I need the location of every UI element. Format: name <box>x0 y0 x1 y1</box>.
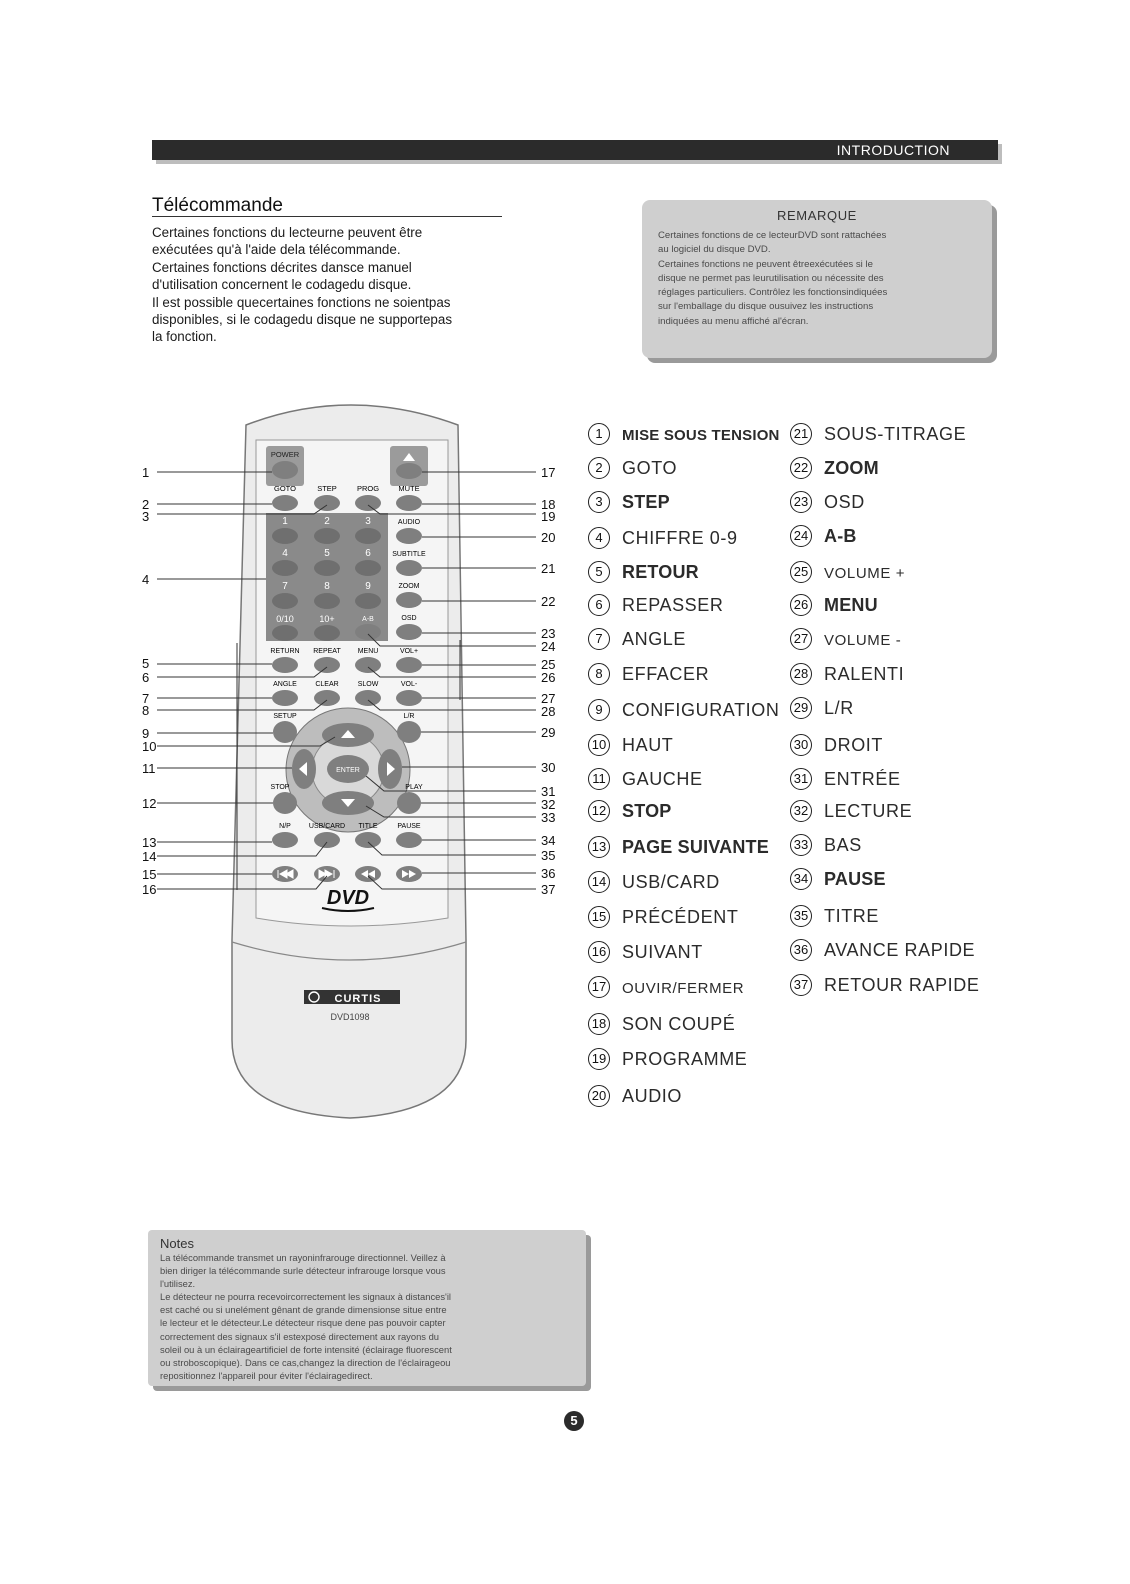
section-header-label: INTRODUCTION <box>836 142 950 158</box>
key-8-label: 8 <box>324 581 330 592</box>
remark-line: sur l'emballage du disque ousuivez les instructions <box>658 301 874 313</box>
legend-label: LECTURE <box>824 801 913 821</box>
legend-label: CHIFFRE 0-9 <box>622 528 738 548</box>
legend-label: PRÉCÉDENT <box>622 907 739 927</box>
legend-number: 7 <box>588 628 610 650</box>
notes-title: Notes <box>160 1236 194 1251</box>
callout-number: 19 <box>541 509 556 524</box>
key-4-button[interactable] <box>272 560 298 576</box>
callout-number: 33 <box>541 810 556 825</box>
legend-label: VOLUME - <box>824 632 902 649</box>
callout-number: 5 <box>142 656 150 671</box>
repeat-button[interactable] <box>314 657 340 673</box>
remark-line: Certaines fonctions de ce lecteurDVD sont rattachées <box>658 230 887 241</box>
callout-number: 8 <box>142 703 150 718</box>
callout-number: 10 <box>142 739 157 754</box>
callout-number: 36 <box>541 866 556 881</box>
legend-number: 33 <box>790 834 812 856</box>
return-button-label: RETURN <box>270 648 300 655</box>
key-6-button[interactable] <box>355 560 381 576</box>
title-button[interactable] <box>355 832 381 848</box>
right-callout-numbers <box>541 465 555 897</box>
legend-number: 22 <box>790 457 812 479</box>
legend-label: STOP <box>622 801 672 821</box>
legend-number: 4 <box>588 527 610 549</box>
legend-number: 5 <box>588 561 610 583</box>
setup-button[interactable] <box>273 721 297 743</box>
remark-line: disque ne permet pas leurutilisation ou nécessite des <box>658 272 884 284</box>
play-button-label: PLAY <box>405 784 423 791</box>
callout-number: 31 <box>541 784 556 799</box>
page-number: 5 <box>564 1411 584 1431</box>
key-10plus-label: 10+ <box>319 614 335 624</box>
brand-logo: CURTIS <box>334 993 382 1005</box>
legend-number: 36 <box>790 939 812 961</box>
prog-button-label: PROG <box>356 484 380 493</box>
callout-number: 23 <box>541 626 556 641</box>
vol-down-button-label: VOL- <box>400 681 418 688</box>
legend-label: OSD <box>824 492 865 512</box>
callout-number: 37 <box>541 882 556 897</box>
callout-number: 9 <box>142 726 150 741</box>
power-button-label: POWER <box>270 450 300 459</box>
key-9-label: 9 <box>365 581 371 592</box>
return-button[interactable] <box>272 657 298 673</box>
legend-number: 9 <box>588 699 610 721</box>
menu-button-label: MENU <box>357 648 379 655</box>
key-6-label: 6 <box>365 548 371 559</box>
clear-button[interactable] <box>314 690 340 706</box>
key-4-label: 4 <box>282 548 288 559</box>
audio-button[interactable] <box>396 528 422 544</box>
notes-line: est caché ou si unelément gênant de grande dimensionse situe entre <box>160 1304 447 1316</box>
legend-label: RETOUR RAPIDE <box>824 975 980 995</box>
key-1-button[interactable] <box>272 528 298 544</box>
remark-line: réglages particuliers. Contrôlez les fonctionsindiquées <box>658 287 888 299</box>
legend-number: 31 <box>790 768 812 790</box>
legend-number: 25 <box>790 561 812 583</box>
legend-number: 17 <box>588 976 610 998</box>
intro-line: disponibles, si le codagedu disque ne supportepas <box>152 312 453 328</box>
callout-number: 34 <box>541 833 556 848</box>
legend-label: A-B <box>824 526 857 546</box>
legend-number: 8 <box>588 663 610 685</box>
key-7-label: 7 <box>282 581 288 592</box>
title-button-label: TITLE <box>358 823 378 830</box>
enter-button-label: ENTER <box>336 767 360 774</box>
ab-button-label: A-B <box>362 616 374 623</box>
menu-button[interactable] <box>355 657 381 673</box>
legend-number: 6 <box>588 594 610 616</box>
legend-number: 15 <box>588 906 610 928</box>
subtitle-button-label: SUBTITLE <box>392 551 426 558</box>
legend-number: 26 <box>790 594 812 616</box>
notes-box <box>148 1230 586 1386</box>
legend-label: BAS <box>824 835 862 855</box>
legend-label: SOUS-TITRAGE <box>824 424 967 444</box>
legend-number: 10 <box>588 734 610 756</box>
goto-button[interactable] <box>272 495 298 511</box>
stop-button-label: STOP <box>270 784 290 791</box>
legend-label: USB/CARD <box>622 872 720 892</box>
key-0-button[interactable] <box>272 625 298 641</box>
remark-line: au logiciel du disque DVD. <box>658 244 771 256</box>
legend-label: ENTRÉE <box>824 769 901 789</box>
legend-number: 29 <box>790 697 812 719</box>
legend-label: HAUT <box>622 735 674 755</box>
callout-number: 12 <box>142 796 157 811</box>
legend-label: ANGLE <box>622 629 687 649</box>
goto-button-label: GOTO <box>274 484 296 493</box>
callout-number: 14 <box>142 849 157 864</box>
callout-number: 20 <box>541 530 556 545</box>
legend-label: MISE SOUS TENSION <box>622 427 780 444</box>
legend-number: 19 <box>588 1048 610 1070</box>
vol-up-button-label: VOL+ <box>399 648 419 655</box>
callout-number: 4 <box>142 572 150 587</box>
osd-button[interactable] <box>396 624 422 640</box>
legend-label: RETOUR <box>622 562 699 582</box>
mute-button-label: MUTE <box>398 484 420 493</box>
notes-line: l'utilisez. <box>160 1278 196 1290</box>
stop-button[interactable] <box>273 792 297 814</box>
np-button-label: N/P <box>279 823 291 830</box>
legend-label: OUVIR/FERMER <box>622 980 745 997</box>
key-0-label: 0/10 <box>276 614 294 624</box>
key-8-button[interactable] <box>314 593 340 609</box>
callout-number: 21 <box>541 561 556 576</box>
callout-number: 26 <box>541 670 556 685</box>
lr-button-label: L/R <box>403 713 415 720</box>
key-10plus-button[interactable] <box>314 625 340 641</box>
intro-line: Il est possible quecertaines fonctions ne soientpas <box>152 294 451 310</box>
legend-label: RALENTI <box>824 664 905 684</box>
legend-label: REPASSER <box>622 595 724 615</box>
model-number: DVD1098 <box>330 1012 370 1022</box>
callout-number: 27 <box>541 691 556 706</box>
angle-button[interactable] <box>272 690 298 706</box>
legend-number: 3 <box>588 491 610 513</box>
legend-label: PAUSE <box>824 869 886 889</box>
callout-number: 15 <box>142 867 157 882</box>
callout-number: 32 <box>541 797 556 812</box>
usb-card-button-label: USB/CARD <box>308 823 346 830</box>
notes-line: Le détecteur ne pourra recevoircorrectement les signaux à distances'il <box>160 1291 452 1303</box>
key-5-label: 5 <box>324 548 330 559</box>
lr-button[interactable] <box>397 721 421 743</box>
clear-button-label: CLEAR <box>315 681 339 688</box>
remote-control-diagram <box>0 0 600 1140</box>
zoom-button-label: ZOOM <box>398 583 420 590</box>
intro-line: exécutées qu'à l'aide dela télécommande. <box>152 242 401 258</box>
notes-line: bien diriger la télécommande surle détecteur infrarouge lorsque vous <box>160 1265 446 1277</box>
pause-button-label: PAUSE <box>397 823 421 830</box>
key-5-button[interactable] <box>314 560 340 576</box>
key-1-label: 1 <box>282 516 288 527</box>
notes-line: repositionnez l'appareil pour éviter l'éclairagedirect. <box>160 1369 373 1381</box>
notes-line: soleil ou à un éclairageartificiel de forte intensité (éclairage fluorescent <box>160 1343 452 1355</box>
legend-label: L/R <box>824 698 854 718</box>
angle-button-label: ANGLE <box>273 681 297 688</box>
legend-number: 28 <box>790 663 812 685</box>
zoom-button[interactable] <box>396 592 422 608</box>
legend-number: 21 <box>790 423 812 445</box>
legend-label: SUIVANT <box>622 942 703 962</box>
legend-number: 2 <box>588 457 610 479</box>
remark-title: REMARQUE <box>777 208 857 223</box>
eject-button[interactable] <box>396 463 422 479</box>
callout-number: 16 <box>142 882 157 897</box>
callout-number: 25 <box>541 657 556 672</box>
legend-label: AVANCE RAPIDE <box>824 940 976 960</box>
callout-number: 1 <box>142 465 150 480</box>
np-button[interactable] <box>272 832 298 848</box>
remark-text <box>658 229 980 329</box>
notes-line: correctement des signaux s'il estexposé directement aux rayons du <box>160 1330 440 1342</box>
legend-number: 20 <box>588 1085 610 1107</box>
callout-number: 13 <box>142 835 157 850</box>
legend-label: GAUCHE <box>622 769 703 789</box>
power-button[interactable] <box>272 461 298 479</box>
repeat-button-label: REPEAT <box>313 648 341 655</box>
legend-number: 34 <box>790 868 812 890</box>
legend-label: PROGRAMME <box>622 1049 748 1069</box>
legend-label: GOTO <box>622 458 678 478</box>
vol-down-button[interactable] <box>396 690 422 706</box>
subtitle-button[interactable] <box>396 560 422 576</box>
callout-number: 3 <box>142 509 150 524</box>
legend-label: AUDIO <box>622 1086 683 1106</box>
legend-label: PAGE SUIVANTE <box>622 837 769 857</box>
callout-number: 24 <box>541 639 556 654</box>
intro-line: d'utilisation concernent le codagedu disque. <box>152 277 412 293</box>
legend-label: SON COUPÉ <box>622 1014 736 1034</box>
section-title: Télécommande <box>152 195 283 216</box>
key-3-button[interactable] <box>355 528 381 544</box>
key-9-button[interactable] <box>355 593 381 609</box>
legend-number: 1 <box>588 423 610 445</box>
audio-button-label: AUDIO <box>397 519 421 526</box>
slow-button-label: SLOW <box>357 681 379 688</box>
intro-line: Certaines fonctions du lecteurne peuvent être <box>152 225 423 240</box>
legend-number: 16 <box>588 941 610 963</box>
legend-number: 27 <box>790 628 812 650</box>
ab-button[interactable] <box>355 624 381 640</box>
legend-number: 12 <box>588 800 610 822</box>
legend-label: VOLUME + <box>824 565 906 582</box>
key-7-button[interactable] <box>272 593 298 609</box>
legend-label: STEP <box>622 492 670 512</box>
step-button-label: STEP <box>317 484 337 493</box>
legend-number: 24 <box>790 525 812 547</box>
callout-number: 2 <box>142 497 150 512</box>
callout-number: 29 <box>541 725 556 740</box>
callout-number: 17 <box>541 465 556 480</box>
remark-line: Certaines fonctions ne peuvent êtreexécutées si le <box>658 258 873 270</box>
legend-number: 30 <box>790 734 812 756</box>
legend-number: 32 <box>790 800 812 822</box>
callout-number: 11 <box>142 761 156 776</box>
dvd-logo: DVD <box>326 887 370 909</box>
setup-button-label: SETUP <box>273 713 297 720</box>
remark-line: indiquées au menu affiché al'écran. <box>658 315 809 327</box>
legend-label: ZOOM <box>824 458 879 478</box>
legend-number: 13 <box>588 836 610 858</box>
notes-line: La télécommande transmet un rayoninfrarouge directionnel. Veillez à <box>160 1252 446 1263</box>
osd-button-label: OSD <box>401 615 417 622</box>
legend-label: TITRE <box>824 906 879 926</box>
legend-number: 14 <box>588 871 610 893</box>
remark-box <box>642 200 992 358</box>
key-2-button[interactable] <box>314 528 340 544</box>
legend-label: MENU <box>824 595 878 615</box>
pause-button[interactable] <box>396 832 422 848</box>
key-3-label: 3 <box>365 516 371 527</box>
notes-line: le lecteur et le détecteur.Le détecteur risque dene pas pouvoir capter <box>160 1317 446 1329</box>
callout-number: 30 <box>541 760 556 775</box>
notes-line: ou stroboscopique). Dans ce cas,changez la direction de l'éclairageou <box>160 1356 451 1368</box>
intro-line: Certaines fonctions décrites dansce manuel <box>152 259 412 275</box>
legend-number: 11 <box>588 768 610 790</box>
legend-number: 23 <box>790 491 812 513</box>
notes-text <box>160 1251 578 1382</box>
left-callout-numbers <box>142 465 156 897</box>
usb-card-button[interactable] <box>314 832 340 848</box>
callout-number: 28 <box>541 704 556 719</box>
callout-number: 6 <box>142 670 150 685</box>
legend-label: CONFIGURATION <box>622 700 780 720</box>
legend-number: 18 <box>588 1013 610 1035</box>
callout-number: 35 <box>541 848 556 863</box>
callout-number: 22 <box>541 594 556 609</box>
play-button[interactable] <box>397 792 421 814</box>
vol-up-button[interactable] <box>396 657 422 673</box>
key-2-label: 2 <box>324 516 330 527</box>
legend-number: 37 <box>790 974 812 996</box>
prog-button[interactable] <box>355 495 381 511</box>
mute-button[interactable] <box>396 495 422 511</box>
intro-line: la fonction. <box>152 329 217 345</box>
callout-number: 7 <box>142 691 150 706</box>
legend-number: 35 <box>790 905 812 927</box>
step-button[interactable] <box>314 495 340 511</box>
legend-label: DROIT <box>824 735 883 755</box>
callout-number: 18 <box>541 497 556 512</box>
legend-label: EFFACER <box>622 664 710 684</box>
slow-button[interactable] <box>355 690 381 706</box>
